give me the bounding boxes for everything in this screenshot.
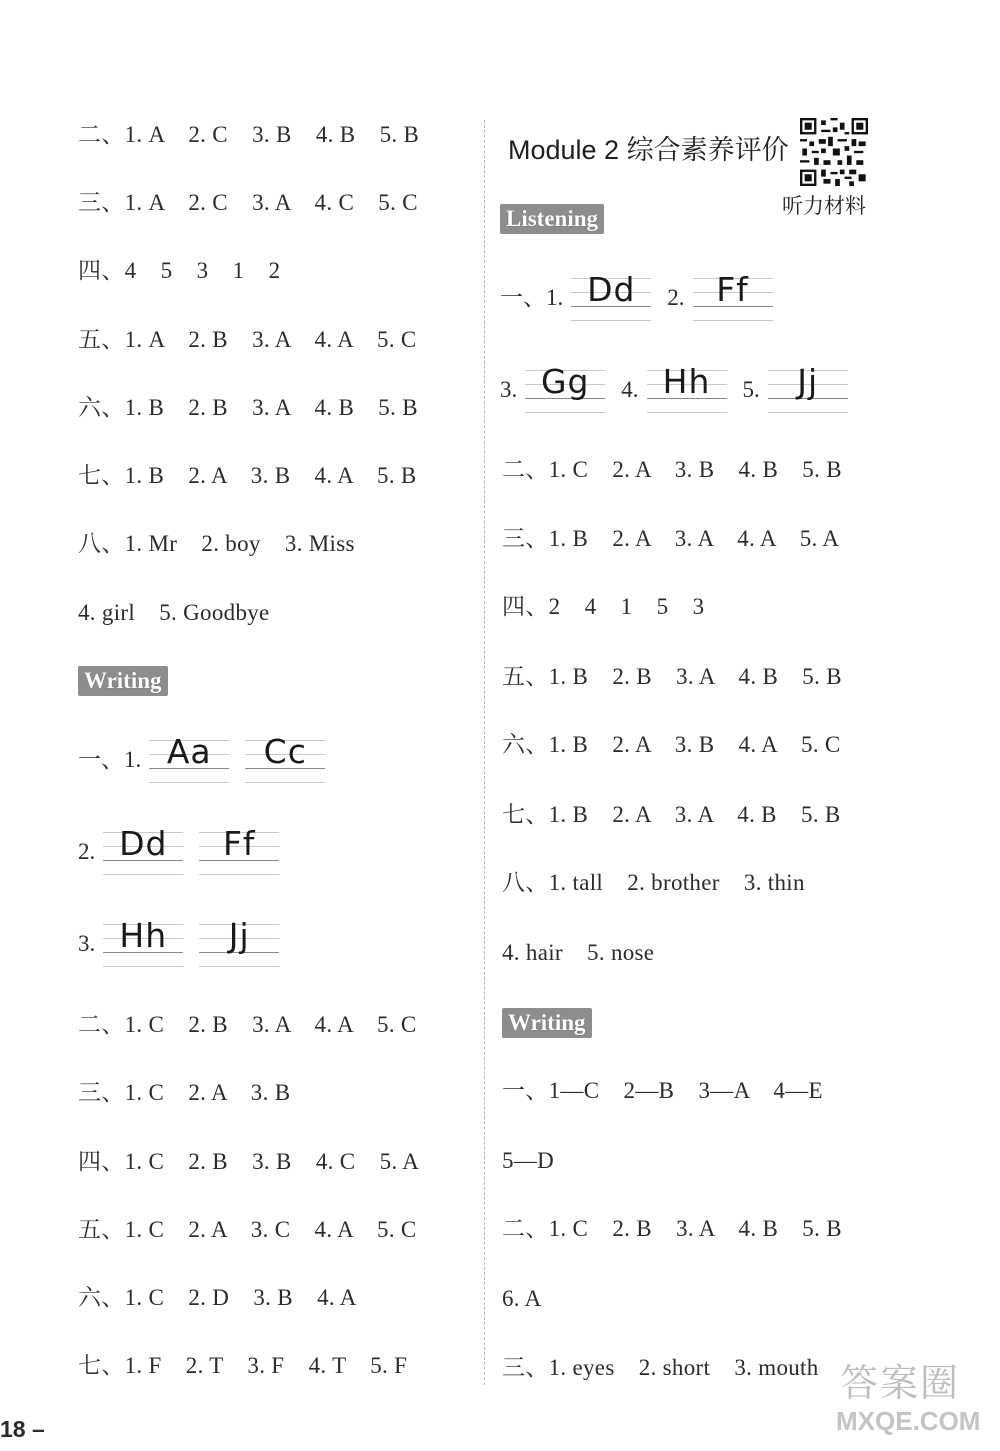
handwritten-letters: Jj [228, 916, 250, 955]
answer-line: 4. girl 5. Goodbye [78, 600, 270, 625]
answer-line: 一、1—C 2—B 3—A 4—E [502, 1078, 823, 1103]
answer-line: 七、1. B 2. A 3. B 4. A 5. B [78, 463, 417, 488]
qr-caption: 听力材料 [782, 194, 866, 218]
question-label: 3. [78, 931, 96, 956]
answer-line: 三、1. C 2. A 3. B [78, 1080, 291, 1105]
qr-code-icon[interactable] [800, 118, 868, 186]
answer-line: 二、1. C 2. A 3. B 4. B 5. B [502, 457, 842, 482]
answer-line: 六、1. C 2. D 3. B 4. A [78, 1285, 357, 1310]
handwritten-letters: Aa [166, 732, 212, 771]
answer-line: 三、1. A 2. C 3. A 4. C 5. C [78, 190, 418, 215]
question-label: 2. [78, 839, 96, 864]
writing-section-tag: Writing [502, 1008, 592, 1038]
answer-line: 三、1. eyes 2. short 3. mouth [502, 1355, 819, 1380]
watermark [830, 1352, 995, 1447]
answer-line: 四、2 4 1 5 3 [502, 594, 705, 619]
handwriting-row [78, 916, 295, 968]
answer-line: 二、1. C 2. B 3. A 4. B 5. B [502, 1216, 842, 1241]
writing-lines [199, 916, 279, 968]
handwritten-letters: Ff [222, 824, 256, 863]
answer-line: 五、1. C 2. A 3. C 4. A 5. C [78, 1217, 417, 1242]
answer-line: 二、1. A 2. C 3. B 4. B 5. B [78, 122, 420, 147]
question-label: 5. [742, 377, 760, 402]
writing-section-tag: Writing [78, 666, 168, 696]
handwritten-letters: Dd [119, 824, 168, 863]
handwritten-letters: Gg [540, 362, 590, 401]
listening-section-tag: Listening [500, 204, 604, 234]
writing-lines [199, 824, 279, 876]
answer-line: 八、1. Mr 2. boy 3. Miss [78, 531, 355, 556]
answer-line: 5—D [502, 1148, 555, 1173]
answer-line: 八、1. tall 2. brother 3. thin [502, 870, 805, 895]
answer-line: 五、1. A 2. B 3. A 4. A 5. C [78, 327, 417, 352]
writing-lines [571, 270, 651, 322]
answer-line: 三、1. B 2. A 3. A 4. A 5. A [502, 526, 840, 551]
handwritten-letters: Dd [587, 270, 636, 309]
answer-line: 六、1. B 2. A 3. B 4. A 5. C [502, 732, 841, 757]
module-title: Module 2 综合素养评价 [508, 135, 789, 165]
answer-line: 6. A [502, 1286, 542, 1311]
answer-line: 四、1. C 2. B 3. B 4. C 5. A [78, 1149, 420, 1174]
handwriting-row [78, 824, 295, 876]
writing-lines [103, 824, 183, 876]
answer-line: 五、1. B 2. B 3. A 4. B 5. B [502, 664, 842, 689]
writing-lines [693, 270, 773, 322]
question-label: 3. [500, 377, 518, 402]
handwriting-row [500, 362, 864, 414]
question-label: 4. [621, 377, 639, 402]
handwritten-letters: Cc [263, 732, 307, 771]
answer-line: 四、4 5 3 1 2 [78, 258, 281, 283]
question-label: 2. [667, 285, 685, 310]
handwriting-row [500, 270, 789, 322]
handwritten-letters: Ff [716, 270, 749, 309]
writing-lines [525, 362, 605, 414]
answer-line: 4. hair 5. nose [502, 940, 655, 965]
writing-lines [768, 362, 848, 414]
column-divider [484, 120, 485, 1385]
writing-lines [647, 362, 727, 414]
handwritten-letters: Hh [119, 916, 168, 955]
page-number: 18 – [0, 1416, 45, 1442]
answer-line: 七、1. F 2. T 3. F 4. T 5. F [78, 1353, 408, 1378]
handwriting-row [78, 732, 341, 784]
writing-lines [103, 916, 183, 968]
answer-line: 六、1. B 2. B 3. A 4. B 5. B [78, 395, 418, 420]
handwritten-letters: Jj [797, 362, 819, 401]
watermark-text: 答案圈 [840, 1361, 961, 1405]
question-label: 一、1. [500, 285, 564, 310]
writing-lines [149, 732, 229, 784]
answer-line: 二、1. C 2. B 3. A 4. A 5. C [78, 1012, 417, 1037]
answer-line: 七、1. B 2. A 3. A 4. B 5. B [502, 802, 841, 827]
watermark-url: MXQE.COM [836, 1406, 981, 1436]
handwritten-letters: Hh [662, 362, 711, 401]
question-label: 一、1. [78, 747, 142, 772]
writing-lines [245, 732, 325, 784]
